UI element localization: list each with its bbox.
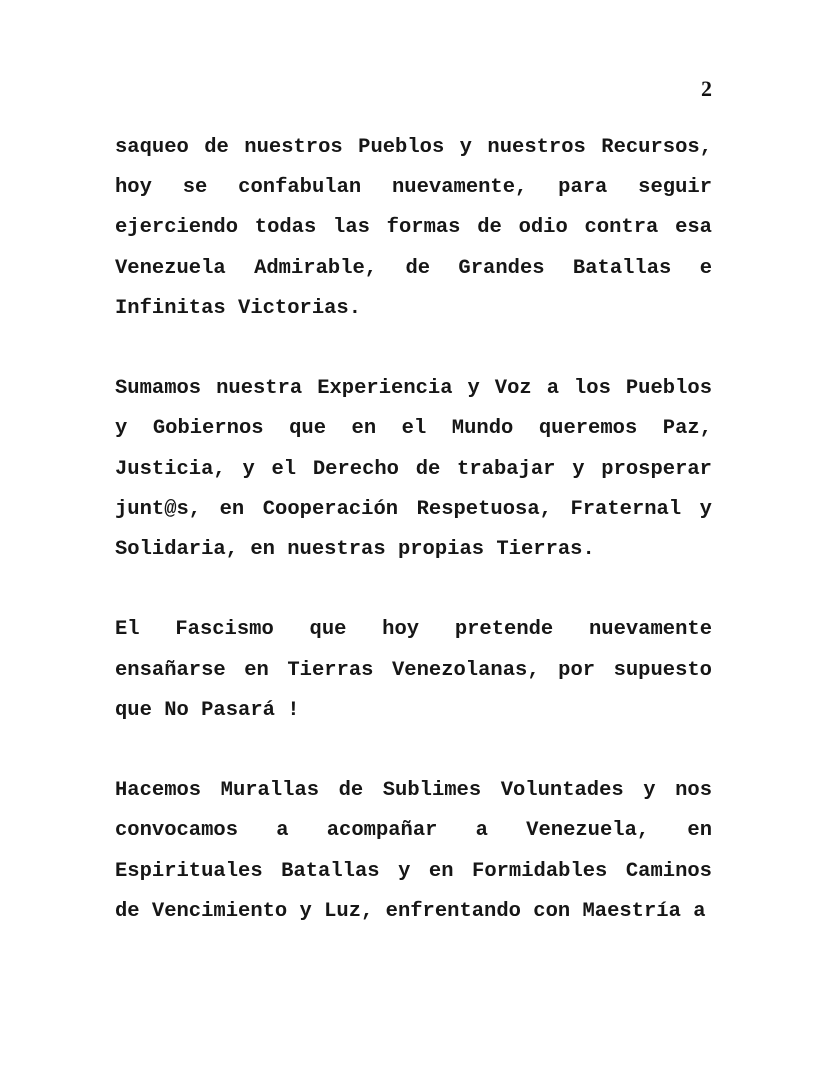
- document-body: [115, 128, 712, 932]
- page-number: 2: [701, 76, 712, 101]
- paragraph-1: saqueo de nuestros Pueblos y nuestros Recursos, hoy se confabulan nuevamente, para seguir ejerciendo todas las formas de odio contra esa Venezuela Admirable, de Grandes Batallas e Infinitas Victorias.: [115, 136, 712, 320]
- paragraph-4: Hacemos Murallas de Sublimes Voluntades y nos convocamos a acompañar a Venezuela, en Espirituales Batallas y en Formidables Caminos de Vencimiento y Luz, enfrentando con Maestría a: [115, 779, 712, 923]
- paragraph-2: Sumamos nuestra Experiencia y Voz a los Pueblos y Gobiernos que en el Mundo queremos Paz, Justicia, y el Derecho de trabajar y prosperar junt@s, en Cooperación Respetuosa, Fraternal y Solidaria, en nuestras propias Tierras.: [115, 377, 712, 562]
- paragraph-3: El Fascismo que hoy pretende nuevamente ensañarse en Tierras Venezolanas, por supuesto que No Pasará !: [115, 618, 712, 722]
